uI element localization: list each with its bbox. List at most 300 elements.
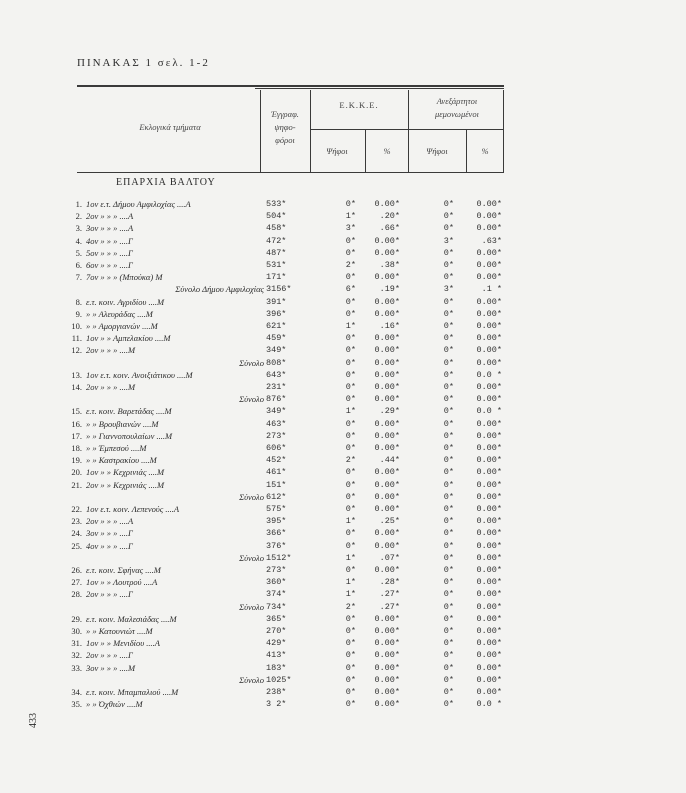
- registered-voters: 463*: [266, 418, 287, 429]
- registered-voters: 487*: [266, 247, 287, 258]
- independent-votes: 0*: [443, 406, 454, 417]
- table-row: [0, 527, 686, 539]
- row-number: 29.: [71, 613, 82, 624]
- section-name: 1ον ε.τ. κοιν. Ανοιξιάτικου ....Μ: [86, 369, 193, 380]
- registered-voters: 533*: [266, 199, 287, 209]
- row-number: 34.: [71, 687, 82, 697]
- ekke-percent: 0.00*: [374, 382, 400, 392]
- ekke-percent: 0.00*: [374, 479, 400, 490]
- independent-votes: 0*: [443, 699, 454, 710]
- ekke-percent: 0.00*: [374, 308, 400, 319]
- ekke-votes: 6*: [345, 284, 356, 295]
- independent-percent: 0.00*: [476, 430, 502, 441]
- table-row: [0, 552, 686, 564]
- independent-votes: 0*: [443, 516, 454, 527]
- ekke-votes: 0*: [345, 443, 356, 453]
- ekke-votes: 1*: [345, 321, 356, 331]
- independent-percent: 0.00*: [476, 394, 502, 405]
- independent-percent: 0.00*: [476, 650, 502, 661]
- independent-votes: 0*: [443, 296, 454, 307]
- ekke-votes: 0*: [345, 369, 356, 380]
- ekke-votes: 0*: [345, 296, 356, 307]
- independent-percent: 0.00*: [476, 455, 502, 466]
- ekke-votes: 0*: [345, 491, 356, 502]
- table-row: [0, 418, 686, 430]
- subheader-rule: [310, 129, 504, 130]
- ekke-percent: 0.00*: [374, 626, 400, 636]
- independent-percent: 0.00*: [476, 321, 502, 331]
- table-row: [0, 576, 686, 588]
- independent-percent: 0.00*: [476, 613, 502, 624]
- table-row: [0, 588, 686, 600]
- registered-voters: 395*: [266, 516, 287, 527]
- independent-percent: 0.00*: [476, 674, 502, 685]
- row-number: 31.: [71, 638, 82, 649]
- ekke-votes: 0*: [345, 687, 356, 697]
- independent-percent: 0.00*: [476, 308, 502, 319]
- section-name: » » Καστρακίου ....Μ: [86, 455, 157, 466]
- ekke-percent: 0.00*: [374, 345, 400, 356]
- ekke-percent: 0.00*: [374, 247, 400, 258]
- ekke-percent: .16*: [379, 321, 400, 331]
- registered-voters: 531*: [266, 260, 287, 270]
- registered-voters: 459*: [266, 333, 287, 344]
- independent-percent: 0.00*: [476, 247, 502, 258]
- registered-voters: 734*: [266, 601, 287, 612]
- ekke-percent: .20*: [379, 211, 400, 222]
- table-row: [0, 540, 686, 552]
- registered-voters: 458*: [266, 223, 287, 234]
- registered-voters: 391*: [266, 296, 287, 307]
- table-row: [0, 442, 686, 454]
- registered-voters: 3 2*: [266, 699, 287, 710]
- row-number: 12.: [71, 345, 82, 356]
- registered-voters: 396*: [266, 308, 287, 319]
- independent-votes: 0*: [443, 247, 454, 258]
- registered-voters: 504*: [266, 211, 287, 222]
- section-name: » » Όχθιών ....Μ: [86, 699, 143, 710]
- registered-voters: 273*: [266, 430, 287, 441]
- independent-votes: 0*: [443, 662, 454, 673]
- ekke-votes: 2*: [345, 601, 356, 612]
- table-row: [0, 357, 686, 369]
- ekke-votes: 0*: [345, 394, 356, 405]
- table-row: [0, 430, 686, 442]
- registered-voters: 808*: [266, 357, 287, 368]
- row-number: 10.: [71, 321, 82, 331]
- registered-voters: 349*: [266, 345, 287, 356]
- independent-percent: 0.00*: [476, 260, 502, 270]
- ekke-percent: .44*: [379, 455, 400, 466]
- ekke-percent: 0.00*: [374, 491, 400, 502]
- registered-voters: 360*: [266, 577, 287, 588]
- divider-5: [365, 130, 366, 172]
- ekke-percent: 0.00*: [374, 235, 400, 246]
- table-row: [0, 503, 686, 515]
- ekke-percent: .66*: [379, 223, 400, 234]
- registered-voters: 238*: [266, 687, 287, 697]
- section-name: » » Κατουνιώτ ....Μ: [86, 626, 153, 636]
- table-row: [0, 247, 686, 259]
- independent-votes: 0*: [443, 211, 454, 222]
- section-name: 1ον » » Λουτρού ....Α: [86, 577, 158, 588]
- independent-votes: 0*: [443, 504, 454, 514]
- ekke-percent: 0.00*: [374, 674, 400, 685]
- independent-votes: 0*: [443, 528, 454, 539]
- ekke-percent: 0.00*: [374, 418, 400, 429]
- independent-percent: 0.00*: [476, 491, 502, 502]
- ekke-votes: 0*: [345, 626, 356, 636]
- independent-percent: .1 *: [481, 284, 502, 295]
- ekke-votes: 0*: [345, 345, 356, 356]
- ekke-percent: 0.00*: [374, 199, 400, 209]
- row-number: 5.: [75, 247, 82, 258]
- ekke-votes: 0*: [345, 504, 356, 514]
- ekke-votes: 1*: [345, 577, 356, 588]
- table-row: [0, 308, 686, 320]
- section-name: 2ον » » Κεχρινιάς ....Μ: [86, 479, 165, 490]
- row-number: 2.: [75, 211, 82, 222]
- ekke-percent: 0.00*: [374, 296, 400, 307]
- independent-votes: 3*: [443, 284, 454, 295]
- independent-percent: 0.0 *: [476, 406, 502, 417]
- independent-votes: 0*: [443, 589, 454, 600]
- row-number: 30.: [71, 626, 82, 636]
- table-row: [0, 344, 686, 356]
- independent-votes: 0*: [443, 369, 454, 380]
- independent-percent: 0.00*: [476, 577, 502, 588]
- ekke-percent: 0.00*: [374, 333, 400, 344]
- ekke-percent: .38*: [379, 260, 400, 270]
- table-row: [0, 210, 686, 222]
- ekke-percent: .07*: [379, 552, 400, 563]
- independent-votes: 0*: [443, 601, 454, 612]
- registered-voters: 612*: [266, 491, 287, 502]
- ekke-votes: 2*: [345, 260, 356, 270]
- row-number: 6.: [75, 260, 82, 270]
- ekke-percent: .19*: [379, 284, 400, 295]
- ekke-percent: 0.00*: [374, 540, 400, 551]
- table-row: [0, 686, 686, 698]
- independent-percent: 0.00*: [476, 211, 502, 222]
- header-bottom-rule: [77, 172, 504, 173]
- ekke-percent: 0.00*: [374, 699, 400, 710]
- registered-voters: 231*: [266, 382, 287, 392]
- independent-percent: 0.00*: [476, 589, 502, 600]
- row-number: 11.: [71, 333, 82, 344]
- row-number: 18.: [71, 443, 82, 453]
- registered-voters: 643*: [266, 369, 287, 380]
- ekke-votes: 0*: [345, 528, 356, 539]
- section-name: » » Αμοργιανών ....Μ: [86, 321, 158, 331]
- table-row: [0, 479, 686, 491]
- independent-percent: 0.00*: [476, 357, 502, 368]
- ekke-percent: 0.00*: [374, 650, 400, 661]
- ekke-votes: 0*: [345, 272, 356, 283]
- ekke-votes: 2*: [345, 455, 356, 466]
- section-name: 4ον » » » ....Γ: [86, 540, 133, 551]
- row-number: 13.: [71, 369, 82, 380]
- independent-percent: 0.00*: [476, 565, 502, 575]
- section-name: Σύνολο: [239, 552, 264, 563]
- ekke-percent: .28*: [379, 577, 400, 588]
- independent-votes: 0*: [443, 552, 454, 563]
- page-title: ΠΙΝΑΚΑΣ 1 σελ. 1-2: [77, 57, 210, 69]
- registered-voters: 413*: [266, 650, 287, 661]
- registered-voters: 366*: [266, 528, 287, 539]
- ekke-votes: 1*: [345, 552, 356, 563]
- independent-votes: 0*: [443, 333, 454, 344]
- table-row: [0, 637, 686, 649]
- independent-percent: 0.00*: [476, 504, 502, 514]
- header-pct-1: %: [383, 146, 391, 156]
- row-number: 14.: [71, 382, 82, 392]
- divider-1: [260, 90, 261, 172]
- table-row: [0, 491, 686, 503]
- independent-percent: 0.00*: [476, 687, 502, 697]
- section-name: 1ον ε.τ. κοιν. Λεπενούς ....Α: [86, 504, 180, 514]
- ekke-votes: 0*: [345, 613, 356, 624]
- ekke-votes: 0*: [345, 308, 356, 319]
- section-name: 2ον » » » ....Μ: [86, 382, 136, 392]
- ekke-votes: 0*: [345, 333, 356, 344]
- table-row: [0, 515, 686, 527]
- section-name: 2ον » » » ....Μ: [86, 345, 136, 356]
- row-number: 17.: [71, 430, 82, 441]
- row-number: 24.: [71, 528, 82, 539]
- independent-votes: 0*: [443, 223, 454, 234]
- registered-voters: 472*: [266, 235, 287, 246]
- ekke-percent: 0.00*: [374, 662, 400, 673]
- top-rule-thin: [255, 88, 504, 89]
- independent-percent: 0.00*: [476, 345, 502, 356]
- independent-percent: 0.00*: [476, 552, 502, 563]
- top-rule: [77, 85, 504, 87]
- independent-percent: 0.0 *: [476, 699, 502, 710]
- row-number: 32.: [71, 650, 82, 661]
- row-number: 20.: [71, 467, 82, 478]
- independent-votes: 0*: [443, 272, 454, 283]
- table-row: [0, 235, 686, 247]
- table-row: [0, 283, 686, 295]
- ekke-percent: .29*: [379, 406, 400, 417]
- section-name: 1ον » » Μενιδίου ....Α: [86, 638, 160, 649]
- independent-votes: 0*: [443, 418, 454, 429]
- table-row: [0, 222, 686, 234]
- ekke-percent: 0.00*: [374, 357, 400, 368]
- independent-percent: .63*: [481, 235, 502, 246]
- independent-percent: 0.00*: [476, 540, 502, 551]
- table-row: [0, 601, 686, 613]
- section-name: 3ον » » » ....Α: [86, 223, 134, 234]
- registered-voters: 575*: [266, 504, 287, 514]
- registered-voters: 349*: [266, 406, 287, 417]
- registered-voters: 606*: [266, 443, 287, 453]
- section-name: ε.τ. κοιν. Αγριδίου ....Μ: [86, 296, 165, 307]
- independent-percent: 0.00*: [476, 467, 502, 478]
- ekke-votes: 3*: [345, 223, 356, 234]
- independent-votes: 0*: [443, 260, 454, 270]
- row-number: 27.: [71, 577, 82, 588]
- section-name: ε.τ. κοιν. Σφήνας ....Μ: [86, 565, 161, 575]
- section-name: 2ον » » » ....Γ: [86, 589, 133, 600]
- section-name: » » Αλευράδας ....Μ: [86, 308, 153, 319]
- independent-votes: 0*: [443, 613, 454, 624]
- table-row: [0, 405, 686, 417]
- section-name: 4ον » » » ....Γ: [86, 235, 133, 246]
- independent-votes: 0*: [443, 467, 454, 478]
- ekke-percent: 0.00*: [374, 394, 400, 405]
- section-name: Σύνολο: [239, 674, 264, 685]
- row-number: 21.: [71, 479, 82, 490]
- section-name: Σύνολο: [239, 357, 264, 368]
- section-name: Σύνολο Δήμου Αμφιλοχίας: [175, 284, 264, 295]
- table-row: [0, 381, 686, 393]
- registered-voters: 876*: [266, 394, 287, 405]
- section-name: » » Βρουβιανών ....Μ: [86, 418, 159, 429]
- table-row: [0, 393, 686, 405]
- section-name: 7ον » » » (Μπούκα) Μ: [86, 272, 163, 283]
- table-row: [0, 332, 686, 344]
- independent-votes: 0*: [443, 345, 454, 356]
- row-number: 16.: [71, 418, 82, 429]
- row-number: 22.: [71, 504, 82, 514]
- section-name: 2ον » » » ....Γ: [86, 650, 133, 661]
- ekke-percent: 0.00*: [374, 613, 400, 624]
- independent-votes: 0*: [443, 540, 454, 551]
- header-sections: Εκλογικά τμήματα: [139, 122, 201, 132]
- ekke-percent: 0.00*: [374, 565, 400, 575]
- registered-voters: 273*: [266, 565, 287, 575]
- ekke-votes: 0*: [345, 699, 356, 710]
- independent-votes: 0*: [443, 479, 454, 490]
- ekke-percent: 0.00*: [374, 369, 400, 380]
- header-registered: Έγγραφ. ψηφο- φόροι: [271, 109, 299, 145]
- table-row: [0, 259, 686, 271]
- row-number: 7.: [75, 272, 82, 283]
- section-name: 3ον » » » ....Μ: [86, 662, 136, 673]
- section-name: Σύνολο: [239, 601, 264, 612]
- province-heading: ΕΠΑΡΧΙΑ ΒΑΛΤΟΥ: [116, 177, 216, 188]
- section-name: 1ον ε.τ. Δήμου Αμφιλοχίας ....Α: [86, 199, 191, 209]
- registered-voters: 365*: [266, 613, 287, 624]
- table-row: [0, 625, 686, 637]
- row-number: 4.: [75, 235, 82, 246]
- ekke-votes: 0*: [345, 479, 356, 490]
- independent-votes: 0*: [443, 626, 454, 636]
- row-number: 8.: [75, 296, 82, 307]
- section-name: 2ον » » » ....Α: [86, 211, 134, 222]
- registered-voters: 429*: [266, 638, 287, 649]
- ekke-votes: 0*: [345, 247, 356, 258]
- ekke-votes: 0*: [345, 467, 356, 478]
- divider-4: [503, 90, 504, 172]
- independent-percent: 0.00*: [476, 528, 502, 539]
- row-number: 9.: [75, 308, 82, 319]
- row-number: 25.: [71, 540, 82, 551]
- header-votes-2: Ψήφοι: [426, 146, 448, 156]
- header-votes-1: Ψήφοι: [326, 146, 348, 156]
- registered-voters: 171*: [266, 272, 287, 283]
- section-name: » » Έμπεσού ....Μ: [86, 443, 147, 453]
- independent-votes: 0*: [443, 321, 454, 331]
- section-name: 1ον » » Κεχρινιάς ....Μ: [86, 467, 165, 478]
- ekke-percent: 0.00*: [374, 687, 400, 697]
- independent-votes: 0*: [443, 491, 454, 502]
- independent-votes: 0*: [443, 577, 454, 588]
- registered-voters: 621*: [266, 321, 287, 331]
- section-name: ε.τ. κοιν. Μπαμπαλιού ....Μ: [86, 687, 179, 697]
- divider-2: [310, 90, 311, 172]
- page-number: 433: [28, 713, 39, 728]
- ekke-votes: 0*: [345, 650, 356, 661]
- independent-percent: 0.00*: [476, 638, 502, 649]
- independent-percent: 0.00*: [476, 333, 502, 344]
- ekke-percent: 0.00*: [374, 504, 400, 514]
- section-name: » » Γιαννοπουλαίων ....Μ: [86, 430, 173, 441]
- table-row: [0, 649, 686, 661]
- ekke-votes: 0*: [345, 430, 356, 441]
- ekke-votes: 0*: [345, 540, 356, 551]
- registered-voters: 1512*: [266, 552, 292, 563]
- section-name: 6ον » » » ....Γ: [86, 260, 133, 270]
- independent-votes: 0*: [443, 650, 454, 661]
- registered-voters: 3156*: [266, 284, 292, 295]
- ekke-percent: 0.00*: [374, 528, 400, 539]
- section-name: ε.τ. κοιν. Βαρετάδας ....Μ: [86, 406, 172, 417]
- ekke-percent: 0.00*: [374, 638, 400, 649]
- divider-6: [466, 130, 467, 172]
- ekke-votes: 0*: [345, 565, 356, 575]
- row-number: 33.: [71, 662, 82, 673]
- ekke-votes: 0*: [345, 357, 356, 368]
- independent-percent: 0.00*: [476, 443, 502, 453]
- independent-votes: 0*: [443, 565, 454, 575]
- independent-votes: 3*: [443, 235, 454, 246]
- independent-votes: 0*: [443, 455, 454, 466]
- section-name: Σύνολο: [239, 394, 264, 405]
- independent-percent: 0.00*: [476, 223, 502, 234]
- independent-votes: 0*: [443, 199, 454, 209]
- independent-votes: 0*: [443, 638, 454, 649]
- ekke-votes: 1*: [345, 516, 356, 527]
- section-name: 2ον » » » ....Α: [86, 516, 134, 527]
- ekke-percent: .27*: [379, 601, 400, 612]
- row-number: 28.: [71, 589, 82, 600]
- row-number: 23.: [71, 516, 82, 527]
- table-row: [0, 662, 686, 674]
- registered-voters: 1025*: [266, 674, 292, 685]
- independent-percent: 0.00*: [476, 516, 502, 527]
- table-row: [0, 320, 686, 332]
- independent-votes: 0*: [443, 382, 454, 392]
- independent-percent: 0.00*: [476, 382, 502, 392]
- ekke-votes: 0*: [345, 382, 356, 392]
- table-row: [0, 369, 686, 381]
- ekke-percent: .25*: [379, 516, 400, 527]
- ekke-votes: 1*: [345, 211, 356, 222]
- table-row: [0, 564, 686, 576]
- ekke-votes: 1*: [345, 589, 356, 600]
- row-number: 35.: [71, 699, 82, 710]
- independent-votes: 0*: [443, 394, 454, 405]
- independent-votes: 0*: [443, 430, 454, 441]
- ekke-votes: 0*: [345, 674, 356, 685]
- independent-percent: 0.00*: [476, 418, 502, 429]
- ekke-percent: .27*: [379, 589, 400, 600]
- ekke-votes: 0*: [345, 662, 356, 673]
- registered-voters: 183*: [266, 662, 287, 673]
